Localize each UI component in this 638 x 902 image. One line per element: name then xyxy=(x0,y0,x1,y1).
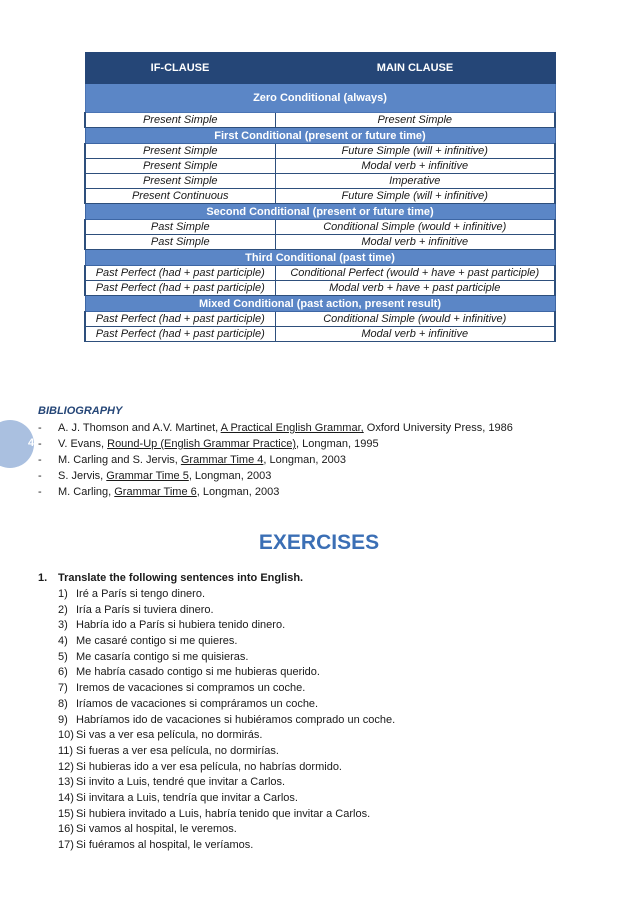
item-number: 4) xyxy=(58,635,68,648)
table-row xyxy=(85,174,555,189)
main-clause-cell: Modal verb + infinitive xyxy=(275,327,555,342)
bibliography-item xyxy=(38,468,513,484)
if-clause-cell: Past Simple xyxy=(85,235,275,250)
header-if-clause: IF-CLAUSE xyxy=(85,53,275,84)
bib-book-title: Grammar Time 6 xyxy=(114,486,197,498)
table-row xyxy=(85,159,555,174)
item-number: 6) xyxy=(58,666,68,679)
bullet-dash: - xyxy=(38,438,42,450)
item-number: 2) xyxy=(58,603,68,616)
bibliography-item xyxy=(38,452,513,468)
main-clause-cell: Modal verb + infinitive xyxy=(275,159,555,174)
section-first-conditional xyxy=(85,128,555,144)
main-clause-cell: Present Simple xyxy=(275,113,555,128)
item-number: 10) xyxy=(58,729,74,742)
bibliography-item xyxy=(38,420,513,436)
if-clause-cell: Past Perfect (had + past participle) xyxy=(85,327,275,342)
main-clause-cell: Imperative xyxy=(275,174,555,189)
bib-publisher: , Longman, 2003 xyxy=(196,486,280,498)
bib-author: S. Jervis, xyxy=(58,470,107,482)
item-number: 16) xyxy=(58,823,74,836)
item-number: 17) xyxy=(58,839,74,851)
item-number: 12) xyxy=(58,760,74,773)
main-clause-cell: Conditional Simple (would + infinitive) xyxy=(275,220,555,235)
bibliography-item xyxy=(38,484,513,500)
list-item xyxy=(58,728,395,744)
bib-book-title: Grammar Time 4 xyxy=(180,454,264,466)
list-item xyxy=(58,791,395,807)
bibliography-title: BIBLIOGRAPHY xyxy=(38,405,123,417)
exercise-instruction: Translate the following sentences into English. xyxy=(58,572,304,584)
bib-publisher: , Longman, 2003 xyxy=(263,454,346,466)
item-number: 3) xyxy=(58,619,68,632)
bibliography-item xyxy=(38,436,513,452)
item-text: Iríamos de vacaciones si compráramos un coche. xyxy=(76,697,319,710)
bib-book-title: Grammar Time 5 xyxy=(106,470,189,482)
list-item xyxy=(58,713,395,729)
bullet-dash: - xyxy=(38,486,42,498)
bib-author: V. Evans, xyxy=(58,438,108,450)
exercise-heading xyxy=(38,572,303,584)
bullet-dash: - xyxy=(38,454,42,466)
if-clause-cell: Present Simple xyxy=(85,174,275,189)
list-item xyxy=(58,760,395,776)
item-number: 9) xyxy=(58,713,68,726)
item-number: 1) xyxy=(58,588,68,600)
bib-publisher: Oxford University Press, 1986 xyxy=(363,422,513,434)
item-number: 8) xyxy=(58,697,68,710)
bullet-dash: - xyxy=(38,470,42,482)
item-number: 5) xyxy=(58,650,68,663)
if-clause-cell: Past Perfect (had + past participle) xyxy=(85,281,275,296)
if-clause-cell: Past Perfect (had + past participle) xyxy=(85,312,275,327)
item-text: Si vamos al hospital, le veremos. xyxy=(76,823,237,836)
item-text: Iría a París si tuviera dinero. xyxy=(76,603,214,616)
item-number: 15) xyxy=(58,807,74,820)
bib-book-title: Round-Up (English Grammar Practice) xyxy=(107,438,297,450)
item-text: Si vas a ver esa película, no dormirás. xyxy=(76,729,263,742)
main-clause-cell: Modal verb + infinitive xyxy=(275,235,555,250)
section-title: Third Conditional (past time) xyxy=(85,250,555,266)
bib-publisher: , Longman, 1995 xyxy=(296,438,379,450)
main-clause-cell: Future Simple (will + infinitive) xyxy=(275,144,555,159)
page-number: 4 xyxy=(28,437,35,449)
section-mixed-conditional xyxy=(85,296,555,312)
if-clause-cell: Past Simple xyxy=(85,220,275,235)
if-clause-cell: Present Simple xyxy=(85,113,275,128)
list-item xyxy=(58,807,395,823)
bib-book-title: A Practical English Grammar, xyxy=(220,422,364,434)
table-row xyxy=(85,144,555,159)
bib-author: M. Carling, xyxy=(58,486,115,498)
if-clause-cell: Present Simple xyxy=(85,144,275,159)
item-text: Habríamos ido de vacaciones si hubiéramos comprado un coche. xyxy=(76,713,396,726)
item-text: Me casaré contigo si me quieres. xyxy=(76,635,238,648)
item-number: 7) xyxy=(58,682,68,695)
table-row xyxy=(85,312,555,327)
section-title: Second Conditional (present or future time) xyxy=(85,204,555,220)
table-row xyxy=(85,327,555,342)
section-second-conditional xyxy=(85,204,555,220)
table-row xyxy=(85,281,555,296)
list-item xyxy=(58,697,395,713)
bib-publisher: , Longman, 2003 xyxy=(188,470,272,482)
table-header-row xyxy=(85,53,555,84)
list-item xyxy=(58,650,395,666)
table-row xyxy=(85,266,555,281)
list-item xyxy=(58,822,395,838)
list-item xyxy=(58,634,395,650)
item-number: 14) xyxy=(58,791,74,804)
list-item xyxy=(58,775,395,791)
exercise-number: 1. xyxy=(38,572,48,584)
table-row xyxy=(85,220,555,235)
main-clause-cell: Modal verb + have + past participle xyxy=(275,281,555,296)
section-title: Zero Conditional (always) xyxy=(85,84,555,113)
exercise-list xyxy=(58,587,395,854)
header-main-clause: MAIN CLAUSE xyxy=(275,53,555,84)
section-third-conditional xyxy=(85,250,555,266)
list-item xyxy=(58,744,395,760)
list-item xyxy=(58,587,395,603)
list-item xyxy=(58,603,395,619)
table-row xyxy=(85,235,555,250)
section-title: First Conditional (present or future time) xyxy=(85,128,555,144)
bullet-dash: - xyxy=(38,422,42,434)
list-item xyxy=(58,618,395,634)
item-text: Si hubiera invitado a Luis, habría tenido que invitar a Carlos. xyxy=(76,807,371,820)
if-clause-cell: Present Continuous xyxy=(85,189,275,204)
item-text: Si hubieras ido a ver esa película, no habrías dormido. xyxy=(76,760,342,773)
item-text: Iré a París si tengo dinero. xyxy=(76,588,206,600)
table-row xyxy=(85,113,555,128)
bibliography-list xyxy=(38,420,513,500)
if-clause-cell: Past Perfect (had + past participle) xyxy=(85,266,275,281)
list-item xyxy=(58,838,395,854)
main-clause-cell: Conditional Simple (would + infinitive) xyxy=(275,312,555,327)
item-number: 11) xyxy=(58,744,74,757)
list-item xyxy=(58,681,395,697)
bib-author: A. J. Thomson and A.V. Martinet, xyxy=(58,422,221,434)
item-text: Iremos de vacaciones si compramos un coche. xyxy=(76,682,306,695)
section-zero-conditional xyxy=(85,84,555,113)
main-clause-cell: Future Simple (will + infinitive) xyxy=(275,189,555,204)
item-text: Me habría casado contigo si me hubieras querido. xyxy=(76,666,320,679)
list-item xyxy=(58,665,395,681)
section-title: Mixed Conditional (past action, present result) xyxy=(85,296,555,312)
item-text: Habría ido a París si hubiera tenido dinero. xyxy=(76,619,286,632)
bib-author: M. Carling and S. Jervis, xyxy=(58,454,181,466)
item-text: Me casaría contigo si me quisieras. xyxy=(76,650,249,663)
item-number: 13) xyxy=(58,776,74,789)
exercises-title: EXERCISES xyxy=(258,531,380,554)
conditionals-table xyxy=(84,52,556,342)
main-clause-cell: Conditional Perfect (would + have + past participle) xyxy=(275,266,555,281)
table-row xyxy=(85,189,555,204)
item-text: Si fuéramos al hospital, le veríamos. xyxy=(76,839,254,851)
if-clause-cell: Present Simple xyxy=(85,159,275,174)
item-text: Si fueras a ver esa película, no dormirías. xyxy=(76,744,279,757)
item-text: Si invitara a Luis, tendría que invitar a Carlos. xyxy=(76,791,298,804)
item-text: Si invito a Luis, tendré que invitar a Carlos. xyxy=(76,776,286,789)
